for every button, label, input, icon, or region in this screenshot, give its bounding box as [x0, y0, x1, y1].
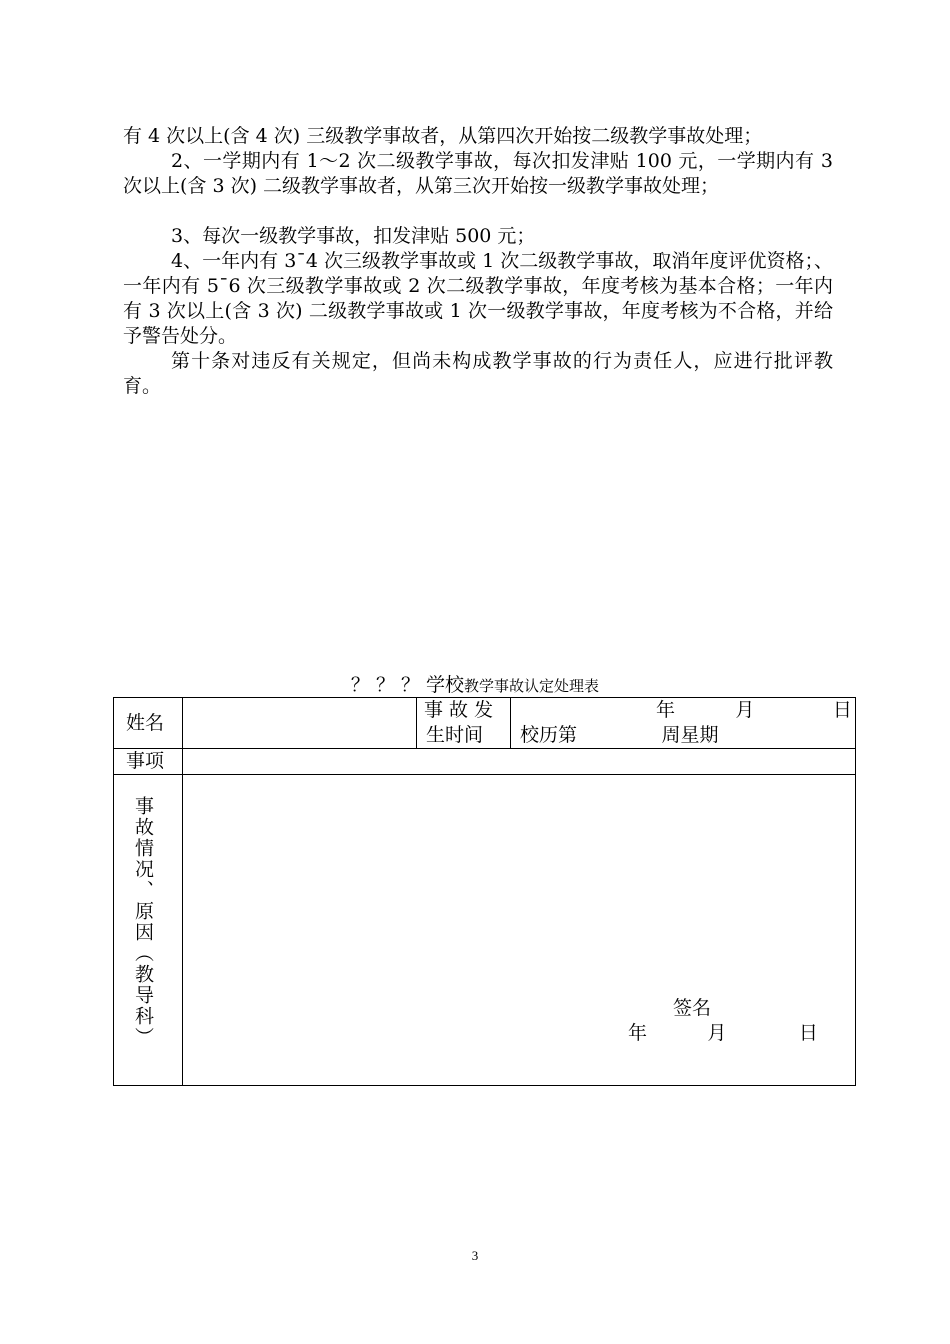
table-title — [0, 672, 950, 699]
incident-time-label-1: 事 故 发 — [424, 699, 494, 721]
school-calendar-line: 校历第 周星期 — [520, 724, 719, 746]
incident-time-label-2: 生时间 — [426, 724, 484, 746]
signature-date: 年 月 日 — [628, 1022, 818, 1044]
col-divider-time-label-right — [510, 698, 511, 748]
page-number: 3 — [471, 1248, 479, 1263]
incident-details-label: 事故情况、原因（教导科） — [132, 796, 154, 1048]
table-title-suffix: 教学事故认定处理表 — [464, 677, 600, 695]
incident-details-cell[interactable] — [185, 776, 853, 996]
row-divider-2 — [114, 774, 855, 775]
paragraph-2: 2、一学期内有 1～2 次二级教学事故，每次扣发津贴 100 元，一学期内有 3 次以上(含 3 次) 二级教学事故者，从第三次开始按一级教学事故处理； — [123, 150, 840, 197]
table-title-prefix: ？ ？ ？ 学校 — [350, 674, 465, 696]
paragraph-3: 3、每次一级教学事故，扣发津贴 500 元； — [171, 225, 536, 247]
signature-label: 签名 — [673, 997, 712, 1019]
paragraph-5: 第十条对违反有关规定，但尚未构成教学事故的行为责任人，应进行批评教育。 — [123, 350, 833, 397]
paragraph-1: 有 4 次以上(含 4 次) 三级教学事故者，从第四次开始按二级教学事故处理； — [123, 125, 763, 147]
name-label: 姓名 — [126, 712, 165, 734]
name-value-cell[interactable] — [185, 700, 413, 746]
incident-date-line: 年 月 日 — [656, 699, 852, 721]
item-value-cell[interactable] — [185, 748, 853, 772]
paragraph-4: 4、一年内有 3¯4 次三级教学事故或 1 次二级教学事故，取消年度评优资格；、一年内有 5¯6 次三级教学事故或 2 次二级教学事故，年度考核为基本合格；一年内有 3 次以上(含 3 次) 二级教学事故或 1 次一级教学事故，年度考核为不合格，并给予警告处分。 — [123, 250, 833, 347]
col-divider-time-label-left — [416, 698, 417, 748]
item-label: 事项 — [126, 750, 165, 772]
col-divider-label — [182, 698, 183, 1085]
